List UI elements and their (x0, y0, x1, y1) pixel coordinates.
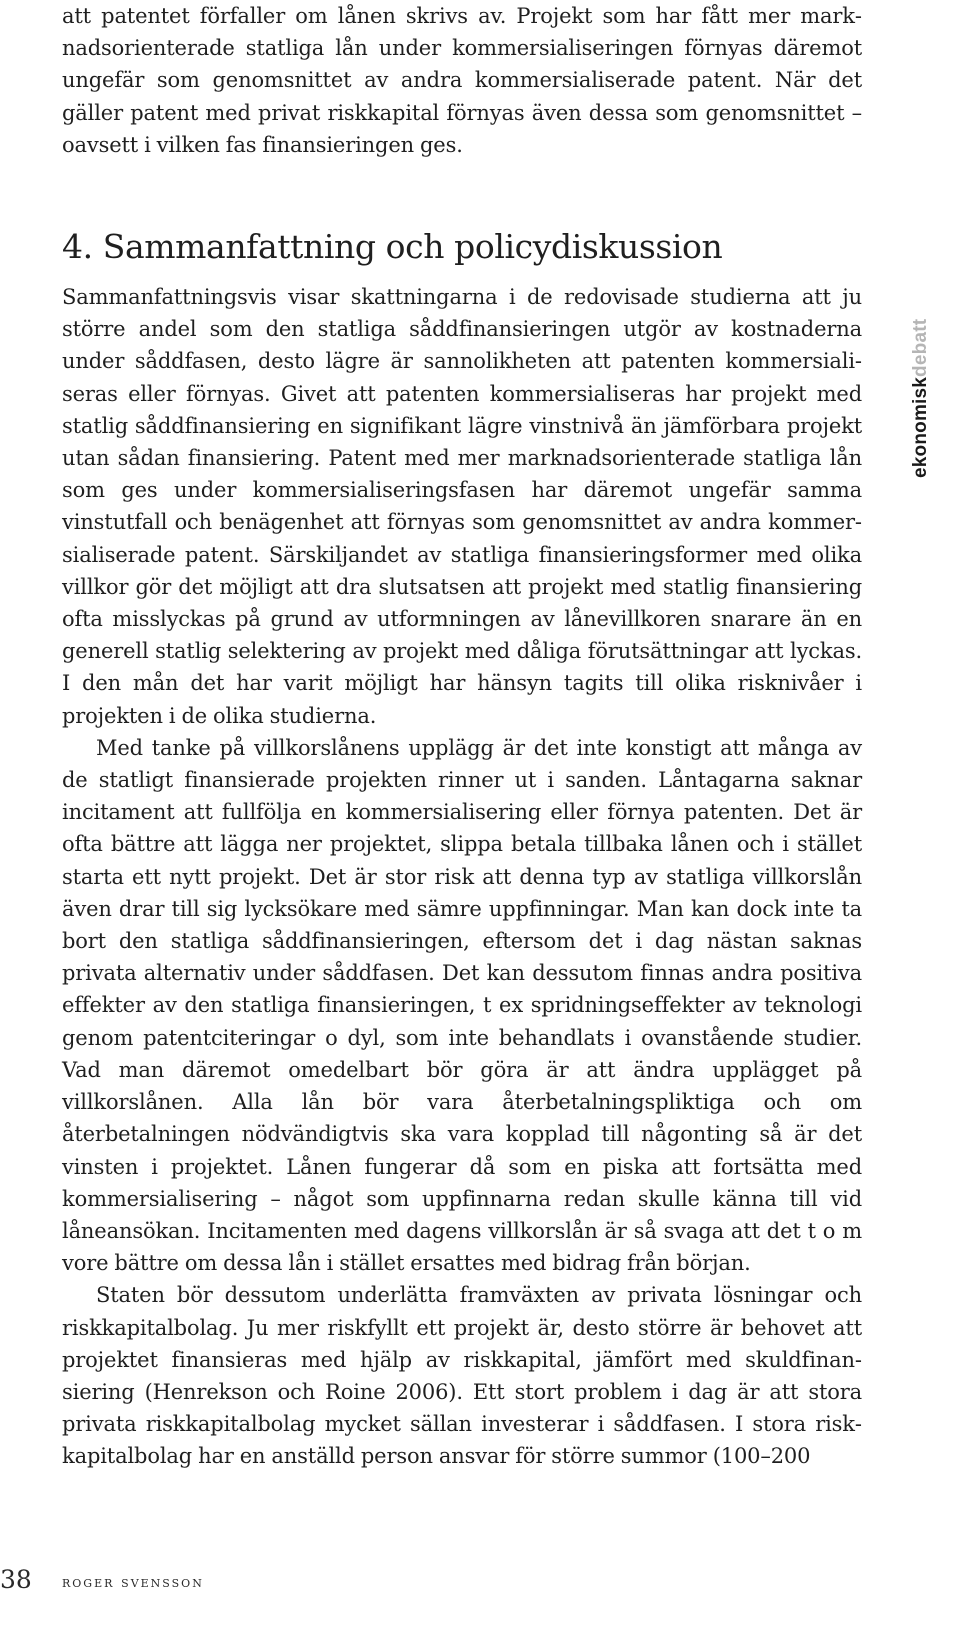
body-paragraph-3: Staten bör dessutom underlätta framväxten av privata lösningar och riskkapitalbolag. Ju mer riskfyllt ett projekt är, desto större är behovet att projektet finansieras med hjälp av riskkapital, jämfört med skuldfinansiering (Henrekson och Roine 2006). Ett stort problem i dag är att stora privata riskkapitalbolag mycket sällan investerar i såddfasen. I stora riskkapitalbolag har en anställd person ansvar för större summor (100–200 (62, 1283, 862, 1469)
side-label-debatt: debatt (910, 318, 931, 377)
opening-paragraph: att patentet förfaller om lånen skrivs av. Projekt som har fått mer marknadsorienterade statliga lån under kommersialiseringen förnyas däremot ungefär som genomsnittet av andra kommersialiserade patent. När det gäller patent med privat riskkapital förnyas även dessa som genomsnittet – oavsett i vilken fas finansieringen ges. (62, 4, 862, 157)
section-heading: 4. Sammanfattning och policydiskussion (62, 227, 723, 267)
body-column (62, 0, 862, 1473)
running-author: roger svensson (62, 1573, 204, 1591)
svg-text:ekonomiskdebatt (910, 318, 931, 478)
journal-side-label (898, 278, 938, 478)
journal-side-label-graphic (898, 278, 938, 478)
body-paragraph-1: Sammanfattningsvis visar skattningarna i de redovisade studierna att ju större andel som den statliga såddfinansieringen utgör av kostnaderna under såddfasen, desto lägre är sannolikheten att patenten kommersialiseras eller förnyas. Givet att patenten kommersialiseras har projekt med statlig såddfinansiering en signifikant lägre vinstnivå än jämförbara projekt utan sådan finansiering. Patent med mer marknadsorienterade statliga lån som ges under kommersialiseringsfasen har däremot ungefär samma vinstutfall och benägenhet att förnyas som genomsnittet av andra kommersialiserade patent. Särskiljandet av statliga finansieringsformer med olika villkor gör det möjligt att dra slutsatsen att projekt med statlig finansiering ofta misslyckas på grund av utformningen av lånevillkoren snarare än en generell statlig selektering av projekt med dåliga förutsättningar att lyckas. I den mån det har varit möjligt har hänsyn tagits till olika risknivåer i projekten i de olika studierna. (62, 285, 862, 728)
side-label-ekonomisk: ekonomisk (910, 376, 931, 478)
body-paragraph-2: Med tanke på villkorslånens upplägg är det inte konstigt att många av de statligt finansierade projekten rinner ut i sanden. Låntagarna saknar incitament att fullfölja en kommersialisering eller förnya patenten. Det är ofta bättre att lägga ner projektet, slippa betala tillbaka lånen och i stället starta ett nytt projekt. Det är stor risk att denna typ av statliga villkorslån även drar till sig lycksökare med sämre uppfinningar. Man kan dock inte ta bort den statliga såddfinansieringen, eftersom det i dag nästan saknas privata alternativ under såddfasen. Det kan dessutom finnas andra positiva effekter av den statliga finansieringen, t ex spridningseffekter av teknologi genom patentciteringar o dyl, som inte behandlats i ovanstående studier. Vad man däremot omedelbart bör göra är att ändra upplägget på villkorslånen. Alla lån bör vara återbetalningspliktiga och om återbetalningen nödvändigtvis ska vara kopplad till någonting så är det vinsten i projektet. Lånen fungerar då som en piska att fortsätta med kommersialisering – något som uppfinnarna redan skulle känna till vid låneansökan. Incitamenten med dagens villkorslån är så svaga att det t o m vore bättre om dessa lån i stället ersattes med bidrag från början. (62, 735, 862, 1276)
page-number: 38 (0, 1565, 32, 1594)
page-footer (0, 1565, 960, 1605)
